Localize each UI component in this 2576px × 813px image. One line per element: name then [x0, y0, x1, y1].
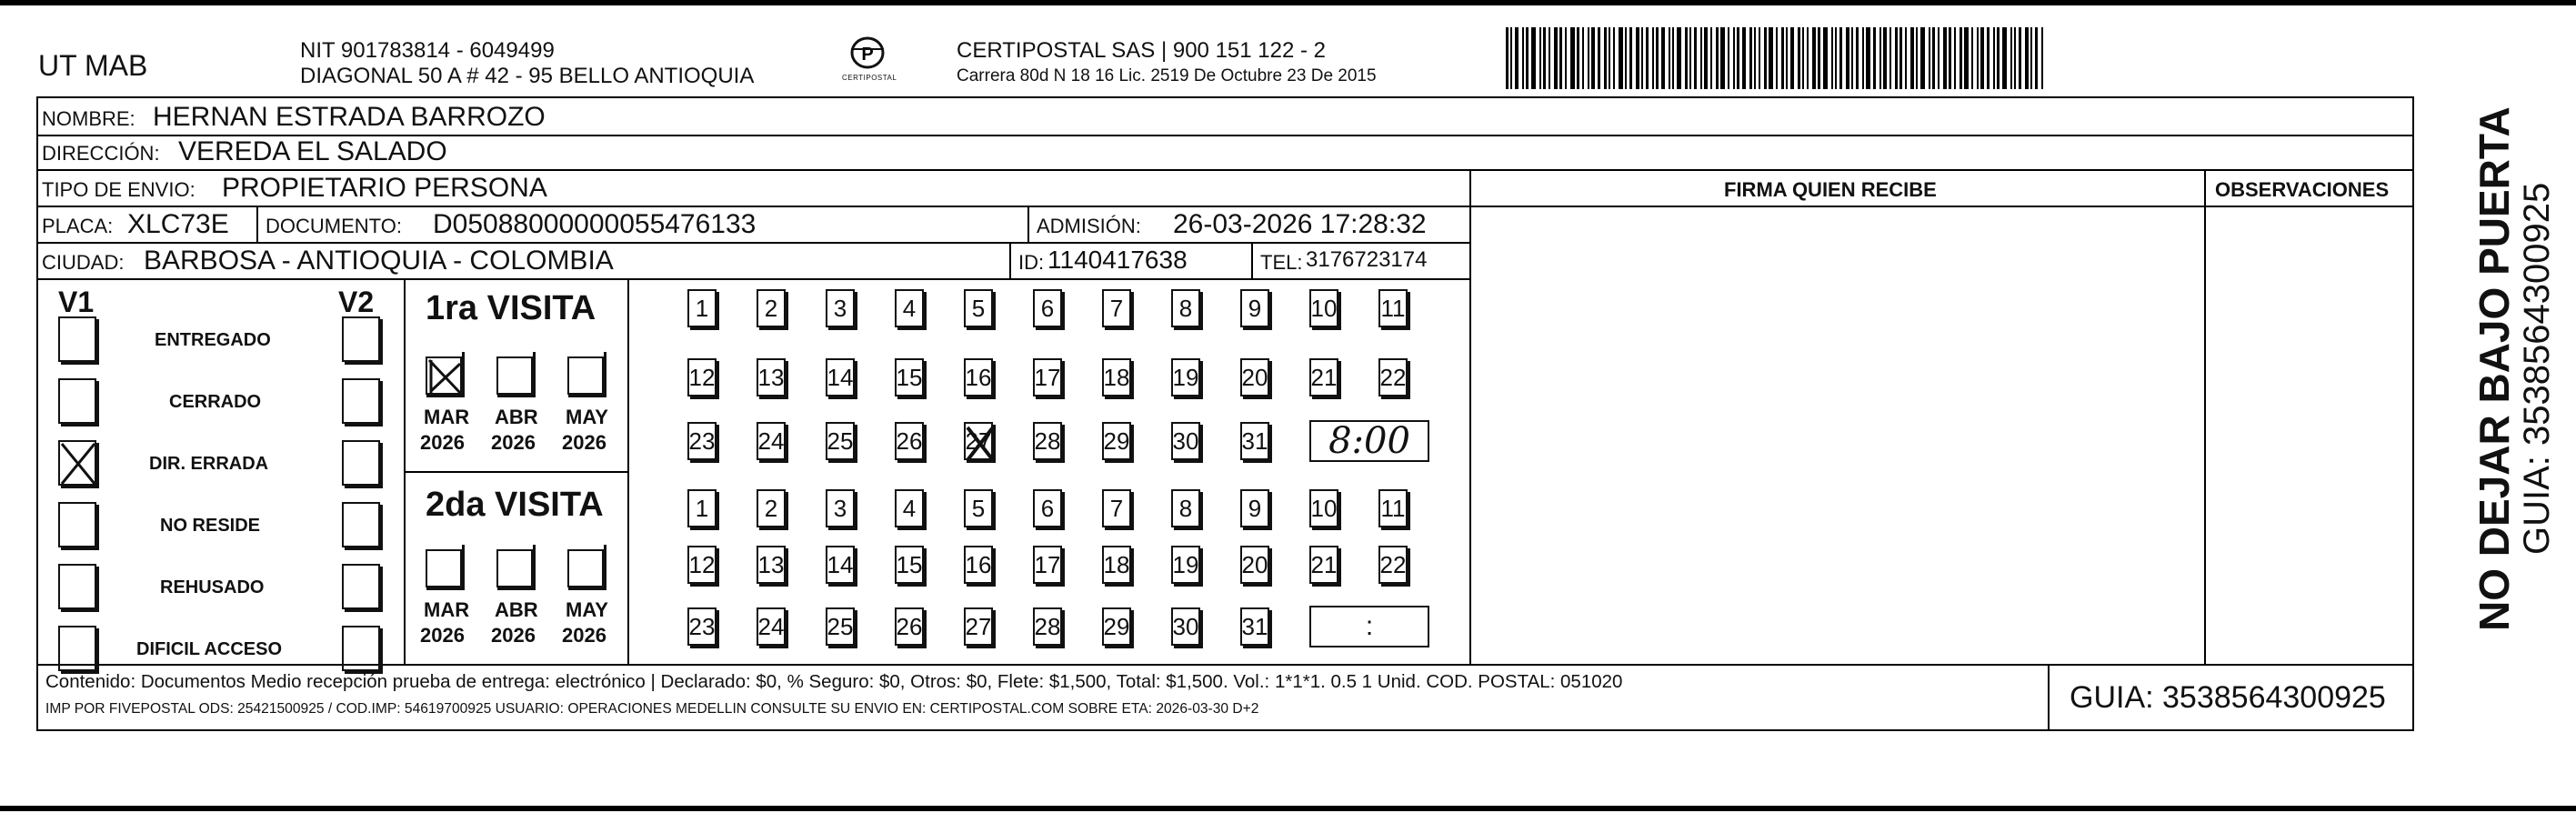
svg-text:P: P	[861, 45, 874, 65]
barcode-bar	[1646, 27, 1649, 89]
month-label: ABR	[495, 598, 538, 621]
barcode-bar	[1728, 27, 1729, 89]
month-checkbox[interactable]	[426, 549, 462, 587]
v1-checkbox[interactable]	[58, 564, 96, 609]
barcode-bar	[1776, 27, 1778, 89]
barcode-bar	[1823, 27, 1828, 89]
day-box[interactable]: 31	[1240, 607, 1269, 646]
month-label: ABR	[495, 406, 538, 428]
barcode-bar	[1526, 27, 1529, 89]
day-box[interactable]: 17	[1033, 546, 1062, 584]
barcode-bar	[1636, 27, 1639, 89]
certipostal-logo	[838, 33, 897, 87]
day-box[interactable]: 4	[895, 289, 924, 327]
barcode-bar	[1704, 27, 1708, 89]
barcode-bar	[1993, 27, 1995, 89]
footer-imp: IMP POR FIVEPOSTAL ODS: 25421500925 / COD.IMP: 54619700925 USUARIO: OPERACIONES MEDELLIN CONSULTE SU ENVIO EN: CERTIPOSTAL.COM SOBRE ETA: 2026-03-30 D+2	[45, 701, 1259, 717]
barcode-bar	[1997, 27, 2000, 89]
barcode-bar	[1506, 27, 1509, 89]
day-box[interactable]: 9	[1240, 489, 1269, 527]
barcode-bar	[2041, 27, 2043, 89]
day-box[interactable]: 17	[1033, 358, 1062, 396]
bottom-border	[0, 806, 2576, 811]
v2-checkbox[interactable]	[342, 502, 380, 547]
day-box[interactable]: 2	[757, 489, 786, 527]
barcode-bar	[1920, 27, 1925, 89]
observaciones-header: OBSERVACIONES	[2215, 178, 2390, 201]
month-checkbox[interactable]	[567, 549, 604, 587]
day-box[interactable]: 18	[1102, 358, 1131, 396]
day-box[interactable]: 25	[826, 422, 855, 460]
barcode-bar	[1960, 27, 1962, 89]
barcode-bar	[1899, 27, 1902, 89]
day-box[interactable]: 28	[1033, 607, 1062, 646]
day-box[interactable]: 3	[826, 289, 855, 327]
barcode-bar	[1818, 27, 1820, 89]
company-name: UT MAB	[38, 49, 148, 82]
day-box[interactable]: 25	[826, 607, 855, 646]
day-box[interactable]: 30	[1171, 422, 1200, 460]
day-box[interactable]: 12	[687, 546, 717, 584]
tipo-label: TIPO DE ENVIO:	[42, 178, 195, 201]
barcode-bar	[1641, 27, 1643, 89]
barcode-bar	[1812, 27, 1816, 89]
day-box[interactable]: 8	[1171, 289, 1200, 327]
barcode-bar	[1619, 27, 1623, 89]
admision-value: 26-03-2026 17:28:32	[1173, 209, 1427, 239]
barcode-bar	[1790, 27, 1794, 89]
barcode-bar	[1685, 27, 1688, 89]
barcode-bar	[1598, 27, 1600, 89]
barcode-bar	[1987, 27, 1990, 89]
barcode-bar	[1543, 27, 1546, 89]
side-guia: GUIA: 3538564300925	[2517, 182, 2557, 555]
footer-guia: GUIA: 3538564300925	[2070, 680, 2386, 715]
barcode-bar	[1591, 27, 1595, 89]
barcode-bar	[1613, 27, 1615, 89]
barcode-bar	[1916, 27, 1918, 89]
year-label: 2026	[491, 624, 536, 647]
barcode-bar	[1932, 27, 1935, 89]
second-visit-title: 2da VISITA	[426, 486, 604, 524]
day-box[interactable]: 21	[1309, 358, 1338, 396]
barcode-bar	[1694, 27, 1697, 89]
month-label: MAR	[424, 406, 470, 428]
barcode-bar	[1689, 27, 1691, 89]
barcode-bar	[1764, 27, 1767, 89]
day-box[interactable]: 1	[687, 489, 717, 527]
barcode-bar	[1889, 27, 1891, 89]
v2-checkbox[interactable]	[342, 440, 380, 486]
certipostal-line: CERTIPOSTAL SAS | 900 151 122 - 2	[957, 38, 1326, 63]
year-label: 2026	[420, 431, 465, 454]
barcode-bar	[1582, 27, 1584, 89]
barcode-bar	[1831, 27, 1833, 89]
day-box[interactable]: 23	[687, 607, 717, 646]
month-checkbox[interactable]	[496, 356, 533, 395]
day-box[interactable]: 11	[1378, 489, 1408, 527]
v1-checkbox[interactable]	[58, 440, 96, 486]
barcode-bar	[1629, 27, 1632, 89]
barcode-bar	[2030, 27, 2032, 89]
barcode-bar	[1964, 27, 1969, 89]
status-label: CERRADO	[169, 392, 262, 412]
month-checkbox[interactable]	[567, 356, 604, 395]
day-box[interactable]: 20	[1240, 358, 1269, 396]
barcode-bar	[1835, 27, 1837, 89]
barcode-bar	[1700, 27, 1702, 89]
address-line: DIAGONAL 50 A # 42 - 95 BELLO ANTIOQUIA	[300, 64, 755, 88]
day-box[interactable]: 29	[1102, 422, 1131, 460]
v1-checkbox[interactable]	[58, 316, 96, 362]
v1-checkbox[interactable]	[58, 626, 96, 671]
placa-value: XLC73E	[127, 209, 229, 239]
barcode-bar	[1798, 27, 1800, 89]
status-label: ENTREGADO	[155, 330, 271, 350]
barcode-bar	[1910, 27, 1914, 89]
barcode-bar	[1846, 27, 1849, 89]
barcode-bar	[1656, 27, 1659, 89]
nombre-value: HERNAN ESTRADA BARROZO	[153, 102, 546, 132]
barcode-bar	[1749, 27, 1752, 89]
v1-checkbox[interactable]	[58, 378, 96, 424]
barcode-bar	[2014, 27, 2016, 89]
month-checkbox[interactable]	[496, 549, 533, 587]
day-box[interactable]: 9	[1240, 289, 1269, 327]
barcode-bar	[1733, 27, 1735, 89]
barcode-bar	[1588, 27, 1589, 89]
direccion-label: DIRECCIÓN:	[42, 142, 160, 165]
barcode-bar	[1971, 27, 1973, 89]
day-box[interactable]: 31	[1240, 422, 1269, 460]
barcode-bar	[1769, 27, 1773, 89]
day-box[interactable]: 6	[1033, 489, 1062, 527]
day-box[interactable]: 14	[826, 358, 855, 396]
first-visit-title: 1ra VISITA	[426, 289, 596, 327]
v2-checkbox[interactable]	[342, 378, 380, 424]
barcode-bar	[1625, 27, 1627, 89]
year-label: 2026	[491, 431, 536, 454]
barcode-bar	[1980, 27, 1984, 89]
day-box[interactable]: 27	[964, 607, 993, 646]
status-label: NO RESIDE	[160, 516, 261, 536]
day-box[interactable]: 13	[757, 546, 786, 584]
firma-header: FIRMA QUIEN RECIBE	[1724, 178, 1937, 201]
barcode-bar	[1879, 27, 1881, 89]
ciudad-value: BARBOSA - ANTIOQUIA - COLOMBIA	[144, 246, 614, 276]
day-box[interactable]: 23	[687, 422, 717, 460]
day-box[interactable]: 29	[1102, 607, 1131, 646]
barcode-bar	[1856, 27, 1859, 89]
barcode-bar	[1609, 27, 1610, 89]
barcode-bar	[1716, 27, 1719, 89]
day-box[interactable]: 22	[1378, 546, 1408, 584]
barcode-bar	[1895, 27, 1898, 89]
documento-value: D05088000000055476133	[433, 209, 757, 239]
day-box[interactable]: 22	[1378, 358, 1408, 396]
month-label: MAR	[424, 598, 470, 621]
v2-label: V2	[338, 286, 375, 318]
day-box[interactable]: 11	[1378, 289, 1408, 327]
day-box[interactable]: 7	[1102, 289, 1131, 327]
barcode-bar	[1866, 27, 1870, 89]
day-box[interactable]: 3	[826, 489, 855, 527]
month-label: MAY	[566, 598, 608, 621]
day-box[interactable]: 15	[895, 358, 924, 396]
v2-checkbox[interactable]	[342, 626, 380, 671]
day-box[interactable]: 26	[895, 422, 924, 460]
time-box[interactable]: 8:00	[1309, 420, 1429, 462]
day-box[interactable]: 1	[687, 289, 717, 327]
time-box[interactable]: :	[1309, 606, 1429, 647]
day-box[interactable]: 5	[964, 489, 993, 527]
barcode-bar	[2035, 27, 2038, 89]
day-box[interactable]: 19	[1171, 358, 1200, 396]
day-box[interactable]: 30	[1171, 607, 1200, 646]
year-label: 2026	[562, 624, 606, 647]
day-box[interactable]: 2	[757, 289, 786, 327]
day-box[interactable]: 24	[757, 607, 786, 646]
footer-contenido: Contenido: Documentos Medio recepción prueba de entrega: electrónico | Declarado: $0, % Seguro: $0, Otros: $0, Flete: $1,500, Total: $1,500. Vol.: 1*1*1. 0.5 1 Unid. COD. POSTAL: 051020	[45, 671, 1623, 692]
day-box[interactable]: 18	[1102, 546, 1131, 584]
day-box[interactable]: 10	[1309, 489, 1338, 527]
barcode-bar	[1737, 27, 1739, 89]
placa-label: PLACA:	[42, 215, 114, 237]
day-box[interactable]: 8	[1171, 489, 1200, 527]
day-box[interactable]: 16	[964, 358, 993, 396]
status-label: DIFICIL ACCESO	[136, 639, 283, 659]
id-label: ID:	[1018, 251, 1045, 274]
documento-label: DOCUMENTO:	[266, 215, 402, 237]
id-value: 1140417638	[1047, 246, 1188, 274]
barcode-bar	[1522, 27, 1524, 89]
barcode-bar	[1977, 27, 1979, 89]
logo-caption: CERTIPOSTAL	[842, 74, 897, 82]
barcode-bar	[1786, 27, 1788, 89]
barcode-bar	[1851, 27, 1853, 89]
barcode-bar	[1539, 27, 1541, 89]
month-checkbox[interactable]	[426, 356, 462, 395]
barcode-bar	[1905, 27, 1907, 89]
day-box[interactable]: 19	[1171, 546, 1200, 584]
barcode-bar	[1883, 27, 1887, 89]
barcode-bar	[1781, 27, 1784, 89]
v1-label: V1	[58, 286, 95, 318]
day-box[interactable]: 15	[895, 546, 924, 584]
day-box[interactable]: 14	[826, 546, 855, 584]
barcode-bar	[1549, 27, 1550, 89]
day-box[interactable]: 10	[1309, 289, 1338, 327]
barcode-bar	[1754, 27, 1756, 89]
nit-line: NIT 901783814 - 6049499	[300, 38, 555, 63]
barcode-bar	[1515, 27, 1519, 89]
barcode-bar	[1873, 27, 1876, 89]
tel-label: TEL:	[1260, 251, 1303, 274]
barcode-bar	[1720, 27, 1725, 89]
barcode-bar	[1862, 27, 1864, 89]
admision-label: ADMISIÓN:	[1037, 215, 1141, 237]
barcode-bar	[1604, 27, 1607, 89]
barcode-bar	[1807, 27, 1809, 89]
barcode-bar	[1661, 27, 1665, 89]
day-box[interactable]: 24	[757, 422, 786, 460]
barcode-bar	[2025, 27, 2029, 89]
year-label: 2026	[562, 431, 606, 454]
side-warning: NO DEJAR BAJO PUERTA	[2471, 106, 2518, 631]
v2-checkbox[interactable]	[342, 564, 380, 609]
barcode-bar	[1742, 27, 1746, 89]
barcode-bar	[1802, 27, 1804, 89]
ciudad-label: CIUDAD:	[42, 251, 125, 274]
barcode-bar	[1554, 27, 1558, 89]
barcode-bar	[1938, 27, 1940, 89]
day-box[interactable]: 26	[895, 607, 924, 646]
barcode-bar	[2010, 27, 2012, 89]
v2-checkbox[interactable]	[342, 316, 380, 362]
barcode-bar	[1669, 27, 1670, 89]
month-label: MAY	[566, 406, 608, 428]
day-box[interactable]: 6	[1033, 289, 1062, 327]
barcode-bar	[1929, 27, 1930, 89]
year-label: 2026	[420, 624, 465, 647]
top-border	[0, 0, 2576, 5]
day-box[interactable]: 4	[895, 489, 924, 527]
direccion-value: VEREDA EL SALADO	[178, 136, 447, 166]
status-label: DIR. ERRADA	[149, 454, 269, 474]
barcode-bar	[1565, 27, 1567, 89]
barcode-bar	[1710, 27, 1712, 89]
day-box[interactable]	[964, 422, 993, 460]
day-box[interactable]: 28	[1033, 422, 1062, 460]
license-line: Carrera 80d N 18 16 Lic. 2519 De Octubre 23 De 2015	[957, 66, 1377, 85]
tel-value: 3176723174	[1306, 247, 1428, 272]
barcode-bar	[1531, 27, 1536, 89]
barcode-bar	[1759, 27, 1760, 89]
barcode	[1506, 27, 2233, 89]
barcode-bar	[1570, 27, 1575, 89]
barcode-bar	[1943, 27, 1947, 89]
day-box[interactable]: 16	[964, 546, 993, 584]
status-label: REHUSADO	[160, 577, 265, 597]
v1-checkbox[interactable]	[58, 502, 96, 547]
barcode-bar	[2019, 27, 2021, 89]
barcode-bar	[1652, 27, 1654, 89]
barcode-bar	[2002, 27, 2007, 89]
day-box[interactable]: 5	[964, 289, 993, 327]
nombre-label: NOMBRE:	[42, 107, 135, 130]
day-box[interactable]: 21	[1309, 546, 1338, 584]
day-box[interactable]: 13	[757, 358, 786, 396]
barcode-bar	[1510, 27, 1512, 89]
barcode-bar	[1559, 27, 1562, 89]
day-box[interactable]: 7	[1102, 489, 1131, 527]
barcode-bar	[1577, 27, 1579, 89]
day-number: 27	[965, 427, 992, 455]
barcode-bar	[1672, 27, 1674, 89]
barcode-bar	[1949, 27, 1951, 89]
barcode-bar	[1954, 27, 1956, 89]
barcode-bar	[1839, 27, 1842, 89]
barcode-bar	[1677, 27, 1681, 89]
day-box[interactable]: 12	[687, 358, 717, 396]
day-box[interactable]: 20	[1240, 546, 1269, 584]
tipo-value: PROPIETARIO PERSONA	[222, 173, 547, 203]
